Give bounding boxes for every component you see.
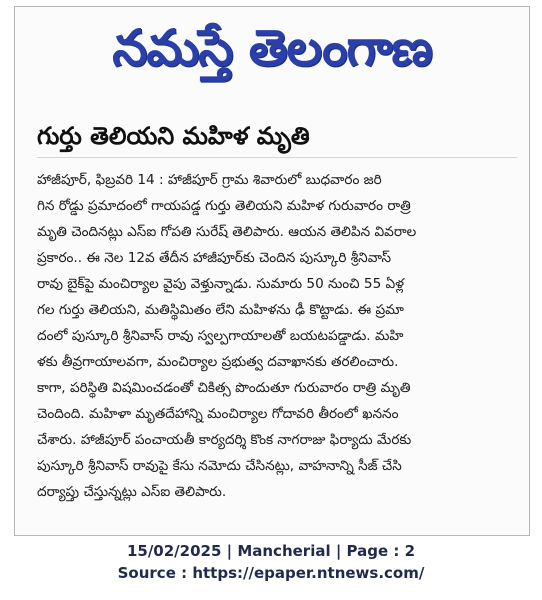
body-line: హాజీపూర్, ఫిబ్రవరి 14 : హాజీపూర్ గ్రామ శివారులో బుధవారం జరి <box>37 172 382 188</box>
body-line: ప్రకారం.. ఈ నెల 12వ తేదీన హాజీపూర్‌కు చెందిన పుస్కూరి శ్రీనివాస్ <box>37 250 392 266</box>
body-line: గల గుర్తు తెలియని, మతిస్థిమితం లేని మహిళను ఢీ కొట్టాడు. ఈ ప్రమా <box>37 302 404 318</box>
footer-date-page: 15/02/2025 | Mancherial | Page : 2 <box>126 542 416 560</box>
article-headline: గుర్తు తెలియని మహిళ మృతి <box>37 122 310 150</box>
body-line: దంలో పుస్కూరి శ్రీనివాస్ రావు స్వల్పగాయాలతో బయటపడ్డాడు. మహి <box>37 328 404 344</box>
body-line: కాగా, పరిస్థితి విషమించడంతో చికిత్స పొందుతూ గురువారం రాత్రి మృతి <box>37 380 411 396</box>
clipping-frame <box>14 6 530 536</box>
body-line: దర్యాప్తు చేస్తున్నట్లు ఎస్ఐ తెలిపారు. <box>37 484 227 500</box>
newspaper-masthead: నమస్తే తెలంగాణ <box>112 19 432 77</box>
body-line: మృతి చెందినట్లు ఎస్ఐ గోపతి సురేష్ తెలిపారు. ఆయన తెలిపిన వివరాల <box>37 224 417 240</box>
body-line: చెందింది. మహిళా మృతదేహాన్ని మంచిర్యాల గోదావరి తీరంలో ఖననం <box>37 406 399 422</box>
body-line: గిన రోడ్డు ప్రమాదంలో గాయపడ్డ గుర్తు తెలియని మహిళ గురువారం రాత్రి <box>37 198 411 214</box>
footer-source: Source : https://epaper.ntnews.com/ <box>117 564 425 582</box>
headline-divider <box>37 157 517 158</box>
body-line: రావు బైక్‌పై మంచిర్యాల వైపు వెళ్తున్నాడు. సుమారు 50 నుంచి 55 ఏళ్ల <box>37 276 404 292</box>
body-line: పుస్కూరి శ్రీనివాస్ రావుపై కేసు నమోదు చేసినట్లు, వాహనాన్ని సీజ్ చేసి <box>37 458 402 474</box>
clipping-footer <box>0 540 542 584</box>
article-body <box>37 167 527 505</box>
body-line: ళకు తీవ్రగాయాలవగా, మంచిర్యాల ప్రభుత్వ దవాఖానకు తరలించారు. <box>37 354 399 370</box>
body-line: చేశారు. హాజీపూర్ పంచాయతీ కార్యదర్శి కొంక నాగరాజు ఫిర్యాదు మేరకు <box>37 432 412 448</box>
masthead-strip <box>33 89 233 103</box>
